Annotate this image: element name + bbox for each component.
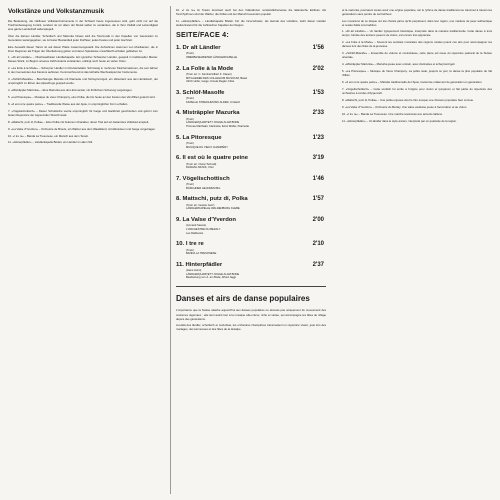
track-note: 3. «Schlöf-Masolfe» – Ensemble de violons et contrebasse, cette pièce est issue du répertoire pastoral de la Suisse orientale.	[342, 51, 492, 60]
track-note: 6. «Il est où le quatre peine» – Traditionelle Weise aus der Ajoie, in ursprünglicher Form erhalten.	[8, 101, 129, 106]
track-note: 9. «La Valse d'Yverdon» – Orchestre de Brouts, ein Walzer aus dem Waadtland, mit Akkordeon und Geige vorgetragen.	[8, 126, 156, 131]
left-paragraph: Die Bedeutung, die zahllosen Volkstanzinstrumente in der Schweiz heute zugemessen wird, geht nicht nur auf die Trachtenbewegung zurück, sondern ist vor allem der Musik selber zu verdanken, die in ihrer Vielfalt und Lebendigkeit eine ganze Landschaft widerspiegelt.	[8, 19, 158, 32]
tracklist	[176, 45, 326, 280]
track-note: 2. «La Folie à la Mode» – Souvent les sociétés musicales des régions rurales jouent ces airs pour accompagner les danses lors des fêtes de la jeunesse.	[342, 40, 492, 49]
left-paragraph: Über die kleinen Ländler, Schottisch und Mazurka hinaus wird die Tanzmusik in den Kapellen von Generation zu Generation weitergegeben, sie ist fester Bestandteil jeder Dorffeier, jedes Festes und jeder Hochzeit.	[8, 33, 158, 42]
left-title: Volkstänze und Volkstanzmusik	[8, 8, 104, 15]
track-entry	[176, 262, 326, 280]
french-intro	[176, 294, 326, 331]
track-title: 8. Mattschi, putz di, Polka	[176, 196, 248, 203]
track-title: 6. Il est où le quatre peine	[176, 155, 249, 162]
track-note: 6. «Il est où le quatre peine» – Mélodie traditionnelle de l'Ajoie, transmise oralement de génération en génération.	[342, 80, 483, 85]
track-duration: 1'56	[312, 44, 324, 51]
track-entry	[176, 90, 326, 105]
track-title: 9. La Valse d'Yverdon	[176, 216, 237, 223]
track-note: 11. «Hinterpfädler» – Ländlerkapelle Bödeli, ein Ländler im alten Stil.	[8, 140, 93, 145]
track-title: 5. La Pitoresque	[176, 134, 222, 141]
left-column	[8, 8, 158, 147]
track-entry	[176, 241, 326, 256]
track-title: 2. La Folie à la Mode	[176, 65, 234, 72]
left-paragraph: Eine Auswahl dieser Tänze ist auf dieser Platte zusammengestellt. Die Aufnahmen stammen von Musikanten, die in ihren Regionen als Träger der Überlieferung gelten und deren Spielweise unverfälscht erhalten geblieben ist.	[8, 44, 158, 53]
track-duration: 1'23	[312, 134, 324, 141]
track-credits: (Trad. arr. Oscar Tschudi) FRANZLI-MUSIK, Chur	[186, 162, 217, 170]
section-rule	[176, 286, 326, 287]
track-credits: (Trad.) LÄNDLERQUARTETT JOGGE ALAM BODE Thomas Marthaler, Klarinette; Ernst Müller, Klarinette	[186, 117, 250, 128]
right-column	[342, 8, 492, 126]
track-note: 10. «I tre re» – Banda La Tresonese, ein Marsch aus dem Tessin.	[8, 133, 89, 138]
track-note: 1. «Di alt Ländler» – Oberbaselbieter Ländlerkapelle. Ein typischer Schweizer Ländler, gespielt in traditioneller Manier. Dieses Stück, zu Beginn unseres Jahrhunderts entstanden, erklingt noch heute an vielen Orten.	[8, 55, 158, 64]
middle-column	[176, 8, 326, 334]
track-note: 11. «Hinterpfädler» – Ländlerkapelle Bödeli. Für die Innerschweiz, als Heimat des Ländlers, steht dieser Ländler stellvertretend für die zahlreichen Kapellen der Region.	[176, 18, 326, 28]
track-duration: 2'37	[312, 261, 324, 268]
track-note: 7. «Vögelischottisch» – Dieser Schottische wurde ursprünglich für Geige und Hackbrett geschrieben und gehört zum festen Repertoire der Appenzeller Streichmusik.	[8, 108, 158, 117]
track-note: 5. «La Pitoresque» – Musique du Vieux Champéry. La polka reste, jusqu'à ce jour, la danse la plus populaire du Val d'Illiez.	[342, 69, 492, 78]
right-paragraph: Les musiciens de ce disque ont été choisis parce qu'ils perpétuent, dans leur région, une manière de jouer authentique et restée fidèle à la tradition.	[342, 18, 492, 27]
left-paragraphs	[8, 19, 158, 53]
track-note: 11. «Hinterpfädler» – Un ländler dans le style ancien, interprété par un quartette de la région.	[342, 118, 457, 123]
track-credits: (Trad.) BÜRCHNER HEUNDMUSIG	[186, 183, 221, 190]
track-note: 10. «I tre re» – Banda La Tresonese. Une marche tessinoise aux accents italiens.	[342, 111, 443, 116]
track-entry	[176, 217, 326, 235]
track-duration: 3'19	[312, 155, 324, 162]
track-note: 7. «Vögelischottisch» – Cette scottish fut écrite à l'origine pour violon et tympanon et fait partie du répertoire des orchestres à cordes d'Appenzell.	[342, 87, 492, 96]
track-credits: (Hans Hurni) LÄNDLERQUARTETT JOGGE ALAM BODE Bearbeitung von Ä. am Bode; Alfred Jaggi	[186, 269, 240, 280]
side-heading: SEITE/FACE 4:	[176, 29, 229, 39]
track-note: 9. «La Valse d'Yverdon» – Orchestre du Bezaly. Une valse vaudoise jouée à l'accordéon et au violon.	[342, 104, 468, 109]
track-duration: 2'00	[312, 216, 324, 223]
track-credits: (Trad.) MUSIQUE DU VIEUX CHAMPÉRY	[186, 141, 228, 149]
track-title: 7. Vögelischottisch	[176, 175, 230, 182]
track-duration: 2'10	[312, 241, 324, 248]
track-credits: (Trad.) OBERBASELBIETER LÄNDLERKAPELLE	[186, 52, 238, 59]
track-title: 1. Dr alt Ländler	[176, 44, 221, 51]
french-title: Danses et airs de danse populaires	[176, 294, 310, 304]
track-title: 10. I tre re	[176, 241, 204, 248]
track-credits: (Trad. arr. Gustav Gurz) LÄNDLERKAPELLE WALDENBURG KLEBE	[186, 203, 240, 211]
track-credits: (Trad. arr. C. Kamber/Albert K. Klauer) MITGLIEDER DES COLLEGIUM MUSICUM, Basel Ulrich Hofer, Geige; Ursula Ziegler, Flöte	[186, 72, 248, 84]
right-paragraph: et la mazurka, pourraient toutes avoir une origine populaire, car le rythme de danse traditionnel se transmet à travers les générations sans perdre de sa fraîcheur.	[342, 8, 492, 17]
track-entry	[176, 45, 326, 60]
track-title: 3. Schlöf-Masolfe	[176, 89, 225, 96]
track-duration: 1'53	[312, 89, 324, 96]
french-paragraph: Au-delà des ländler, schottisch et mazurkas, les orchestres champêtres transmettent un répertoire vivant, joué lors des mariages, des kermesses et des fêtes de la désalpe.	[176, 323, 326, 332]
track-duration: 2'02	[312, 65, 324, 72]
track-entry	[176, 196, 326, 211]
track-entry	[176, 176, 326, 191]
track-credits: (Trad.) BANDA LA TRESONESE	[186, 248, 217, 256]
column-divider	[170, 6, 171, 494]
track-entry	[176, 66, 326, 84]
track-note: 10. «I tre re» Im Tessin dominiert auch bei den Volkstänzen verständlicherweise die italienische Einfluss. Als Tanzrhythmen sind der Walzer, die Polka und der Marsch besonders populär.	[176, 8, 326, 17]
track-credits: (Armand Savoie) L'ORCHESTRE DU BEZALY Les Diablerets	[186, 224, 221, 235]
track-note: 3. «Schlöf-Masolfe» – Beschwingte Melodie mit Klarinette und Schwyzerörgeli, ein Hirtentanz aus dem Entlebuch, der ursprünglich zu Ehren des Alpaufzugs gespielt wurde.	[8, 77, 158, 86]
track-duration: 2'33	[312, 110, 324, 117]
track-credits: (Trad.) KAPELLE STREICHMUSIK ALDER, Urnäsch	[186, 97, 241, 104]
track-note: 1. «Di alt Ländler» – Un ländler typiquement helvétique, interprété dans la manière traditionnelle. Cette danse à trois temps, héritée des anciens joueurs de violon, est encore très appréciée.	[342, 29, 492, 38]
track-entry	[176, 135, 326, 150]
track-note: 4. «Misträppler Mazurka» – Eine Mazurka aus dem Emmental, mit fröhlichem Schwung vorgetragen.	[8, 88, 133, 93]
track-note: 8. «Mattschi, putz di, Polka» – Eine Polka mit heiterem Charakter, deren Titel auf ein bekanntes Volkslied anspielt.	[8, 119, 150, 124]
track-note: 5. «La Pitoresque» – Musique du vieux Champéry, eine Polka, die bis heute an den Festen des Val d'Illiez getanzt wird.	[8, 95, 156, 100]
track-note: 4. «Misträppler Mazurka» – Mazurka jouée avec entrain, avec clarinettes et schwyzerörgeli.	[342, 62, 456, 67]
french-paragraph: L'importance que la Suisse attache aujourd'hui aux danses populaires ne découle pas uniquement du mouvement des costumes régionaux ; elle tient avant tout à la musique elle-même, riche et variée, qui accompagne les fêtes de village depuis des générations.	[176, 308, 326, 321]
left-track-notes	[8, 55, 158, 144]
track-note: 8. «Mattschi, putz di, Polka» – Une polka enjouée dont le titre évoque une chanson populaire bien connue.	[342, 98, 474, 103]
track-duration: 1'57	[312, 196, 324, 203]
track-title: 11. Hinterpfädler	[176, 261, 223, 268]
track-entry	[176, 155, 326, 170]
track-duration: 1'46	[312, 175, 324, 182]
track-title: 4. Misträppler Mazurka	[176, 110, 240, 117]
track-note: 2. «La Folie à la Mode» – Schwyzer Ländler im Dreivierteltakt. Schmissig in mehreren Kleinformationen, die seit Jahren in den Gemeinden des Kantons auftreten. Kennzeichnend ist das lebhafte Wechselspiel der Instrumente.	[8, 66, 158, 75]
track-entry	[176, 110, 326, 128]
right-track-notes	[342, 29, 492, 122]
